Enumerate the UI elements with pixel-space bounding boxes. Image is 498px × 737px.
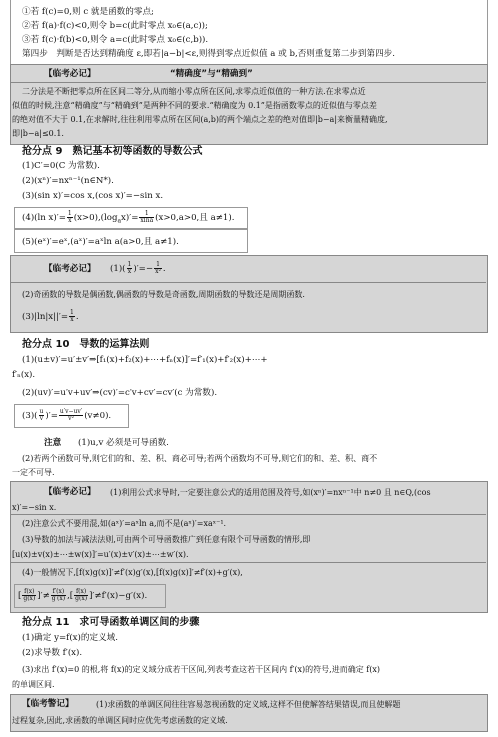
note-precision-line-2: 似值的时候,注意“精确度”与“精确到”是两种不同的要求.“精确度为 0.1”是指函数零点的近似值与零点差 xyxy=(12,101,377,110)
s10-note-1: (1)u,v 必须是可导函数. xyxy=(78,438,169,448)
denominator: v xyxy=(39,415,44,422)
text: 注意 xyxy=(44,438,62,448)
denominator: x² xyxy=(155,268,161,275)
s10-note-2a: (2)若两个函数可导,则它们的和、差、积、商必可导;若两个函数均不可导,则它们的和、差、积、商不 xyxy=(22,454,378,463)
s9-note-item-3 xyxy=(22,310,79,323)
s10-key-1b: x)′=−sin x. xyxy=(12,503,57,512)
text: )′= xyxy=(45,411,58,421)
fraction xyxy=(51,589,66,602)
note-precision-title: “精确度”与“精确到” xyxy=(170,69,253,79)
denominator: g(x) xyxy=(75,595,88,602)
fraction xyxy=(59,409,83,422)
s9-note-item-1 xyxy=(110,262,166,275)
s9-note-item-2: (2)奇函数的导数是偶函数,偶函数的导数是奇函数,周期函数的导数还是周期函数. xyxy=(22,290,305,299)
denominator: x xyxy=(68,217,72,224)
s11-step-3a: (3)求出 f′(x)=0 的根,将 f(x)的定义域分成若干区间,列表考查这若干区间内 f′(x)的符号,进而确定 f(x) xyxy=(22,665,380,674)
s11-step-1: (1)确定 y=f(x)的定义域. xyxy=(22,633,118,643)
fraction xyxy=(22,589,36,602)
text: (x>0,a>0,且 a≠1). xyxy=(155,213,235,223)
s10-key-2: (2)注意公式不要用混,如(aˣ)′=aˣln a,而不是(aˣ)′=xaˣ⁻¹. xyxy=(22,519,227,528)
s10-key-5: [ $\frac{f(x)}{g(x)}$ ]′≠ $\frac{f'(x)}{g'(x)}$ ,[ $\frac{f(x)}{g(x)}$ ]′≠f′(x)−g′(x). xyxy=(18,588,148,602)
s9-formula-1: (1)C′=0(C 为常数). xyxy=(22,161,100,171)
s11-step-3b: 的单调区间. xyxy=(12,680,55,689)
divider xyxy=(10,514,486,515)
s9-formula-3: (3)(sin x)′=cos x,(cos x)′=−sin x. xyxy=(22,191,164,201)
fraction xyxy=(69,310,75,323)
s10-rule-1a: (1)(u±v)′=u′±v′⇒[f₁(x)+f₂(x)+⋯+fₙ(x)]′=f′₁(x)+f′₂(x)+⋯+ xyxy=(22,355,268,365)
fraction xyxy=(127,262,133,275)
numerator: 1 xyxy=(139,211,154,218)
text: (4)(ln x)′= xyxy=(22,213,66,223)
text: ≠f′(x)−g′(x). xyxy=(94,591,148,601)
text: (x>0),(log xyxy=(73,213,118,223)
text: . xyxy=(162,264,166,274)
numerator: f(x) xyxy=(75,588,87,595)
text: (1)( xyxy=(110,264,126,274)
text: x)′= xyxy=(121,213,139,223)
fraction xyxy=(67,211,73,224)
s10-key-3b: [u(x)±v(x)±⋯±w(x)]′=u′(x)±v′(x)±⋯±w′(x). xyxy=(12,550,189,559)
section-10-heading: 抢分点 10 导数的运算法则 xyxy=(22,339,150,350)
note-precision-line-3: 的绝对值不大于 0.1,在求解时,往往利用零点所在区间(a,b)的两个端点之差的绝对值即|b−a|来衡量精确度, xyxy=(12,115,388,124)
denominator: g′(x) xyxy=(51,595,66,602)
note-precision-tag: 【临考必记】 xyxy=(44,69,96,79)
intro-line-2: ②若 f(a)·f(c)<0,则令 b=c(此时零点 x₀∈(a,c)); xyxy=(22,21,208,31)
divider xyxy=(10,82,486,83)
s9-note-tag: 【临考必记】 xyxy=(44,264,96,274)
s10-note-title xyxy=(44,438,61,449)
text: (3)|ln|x||′= xyxy=(22,312,69,322)
s11-step-2: (2)求导数 f′(x). xyxy=(22,648,83,658)
fraction xyxy=(139,211,154,224)
numerator: 1 xyxy=(156,261,160,268)
fraction xyxy=(74,589,88,602)
s11-warning-line-2: 过程复杂,因此,求函数的单调区间时应优先考虑函数的定义域. xyxy=(12,716,228,725)
numerator: 1 xyxy=(67,210,72,217)
s9-formula-4: (4)(ln x)′= $\frac{1}{x}$ $(x>0),(\log_ax)'=$ $\frac{1}{xlna}$ (x>0,a>0,且 a≠1). xyxy=(22,210,235,225)
intro-line-4: 第四步 判断是否达到精确度 ε,即若|a−b|<ε,则得到零点近似值 a 或 b,否则重复第二步到第四步. xyxy=(22,49,395,59)
s10-note-tag: 【临考必记】 xyxy=(44,487,96,497)
divider xyxy=(10,282,486,283)
text: (3)( xyxy=(22,411,38,421)
denominator: v² xyxy=(68,415,74,422)
s10-rule-3 xyxy=(22,409,111,422)
section-9-heading: 抢分点 9 熟记基本初等函数的导数公式 xyxy=(22,146,203,157)
s10-key-4: (4)一般情况下,[f(x)g(x)]′≠f′(x)g′(x),[f(x)g(x)]′≠f′(x)+g′(x), xyxy=(22,568,243,577)
fraction xyxy=(39,409,45,422)
numerator: u′v−uv′ xyxy=(59,408,83,415)
numerator: f(x) xyxy=(24,588,35,595)
denominator: x xyxy=(70,316,74,323)
text: (v≠0). xyxy=(84,411,112,421)
s10-rule-1b: f′ₙ(x). xyxy=(12,370,36,380)
denominator: xlna xyxy=(140,217,154,224)
numerator: f′(x) xyxy=(52,588,65,595)
s9-formula-2: (2)(xⁿ)′=nxⁿ⁻¹(n∈N*). xyxy=(22,176,114,186)
note-precision-line-1: 二分法是不断把零点所在区间二等分,从而缩小零点所在区间,求零点近似值的一种方法.在求零点近 xyxy=(22,87,366,96)
note-precision-line-4: 即|b−a|≤0.1. xyxy=(12,129,64,138)
s10-key-3a: (3)导数的加法与减法法则,可由两个可导函数推广到任意有限个可导函数的情形,即 xyxy=(22,535,311,544)
section-11-heading: 抢分点 11 求可导函数单调区间的步骤 xyxy=(22,617,200,628)
intro-line-3: ③若 f(c)·f(b)<0,则令 a=c(此时零点 x₀∈(c,b)). xyxy=(22,35,209,45)
numerator: 1 xyxy=(127,261,132,268)
fraction xyxy=(154,262,162,275)
s9-formula-5: (5)(eˣ)′=eˣ,(aˣ)′=aˣln a(a>0,且 a≠1). xyxy=(22,237,179,247)
denominator: x xyxy=(127,268,132,275)
numerator: 1 xyxy=(70,309,74,316)
s10-rule-2: (2)(uv)′=u′v+uv′⇒(cv)′=c′v+cv′=cv′(c 为常数). xyxy=(22,388,218,398)
s10-note-2b: 一定不可导. xyxy=(12,468,55,477)
text: . xyxy=(75,312,79,322)
divider xyxy=(10,562,486,563)
s11-warning-line-1: (1)求函数的单调区间往往容易忽视函数的定义域,这样不但使解答结果错误,而且使解题 xyxy=(96,700,401,709)
s10-key-1a: (1)利用公式求导时,一定要注意公式的适用范围及符号,如(xⁿ)′=nxⁿ⁻¹中 n≠0 且 n∈Q,(cos xyxy=(110,488,431,497)
s11-warning-tag: 【临考警记】 xyxy=(22,699,74,709)
text: )′=− xyxy=(133,264,154,274)
intro-line-1: ①若 f(c)=0,则 c 就是函数的零点; xyxy=(22,7,154,17)
denominator: g(x) xyxy=(23,595,36,602)
numerator: u xyxy=(39,408,44,415)
